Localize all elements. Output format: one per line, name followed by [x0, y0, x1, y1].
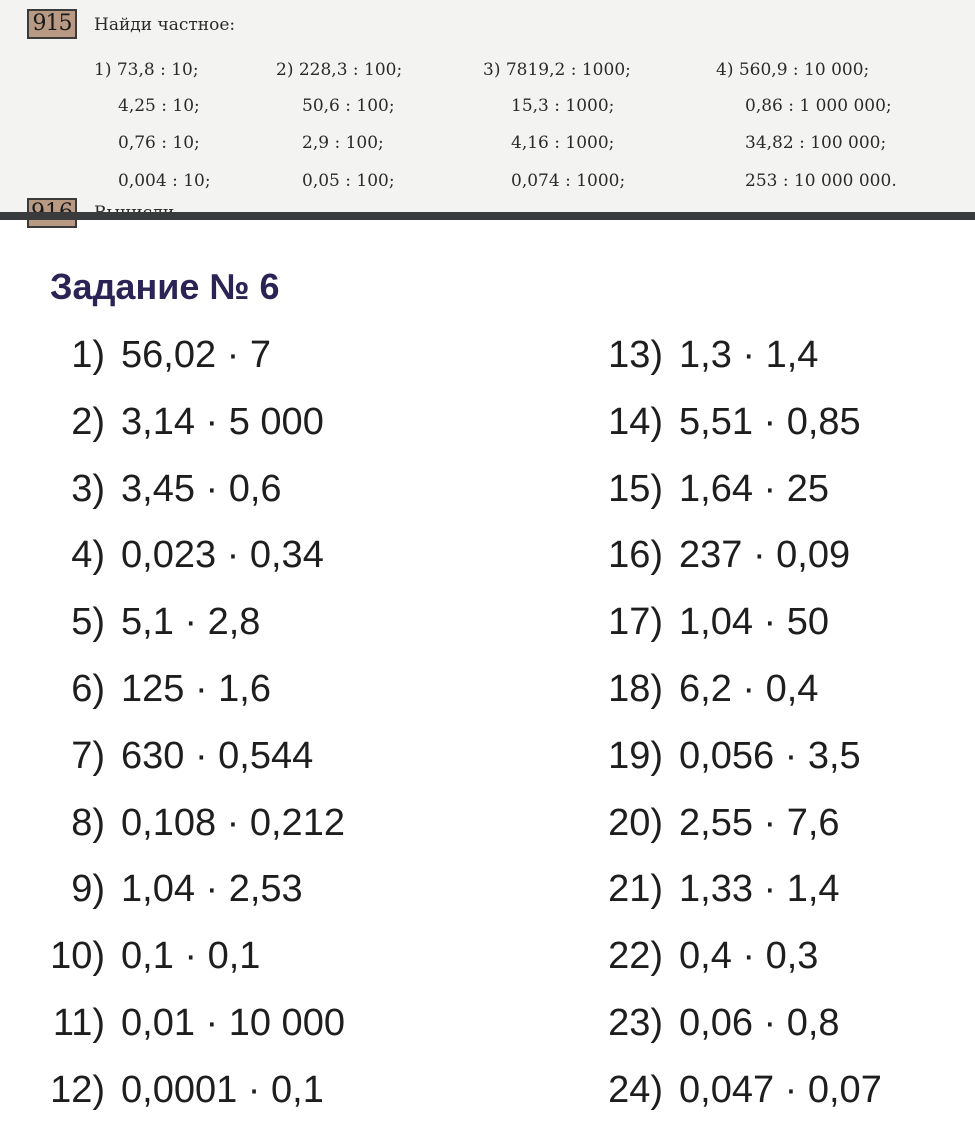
task-number: 17): [608, 601, 663, 643]
task-number: 24): [608, 1069, 663, 1111]
task-expression: 0,047 · 0,07: [679, 1069, 882, 1111]
exercise-number-badge: 915: [27, 9, 77, 39]
task-expression: 0,01 · 10 000: [121, 1002, 345, 1044]
task-expression: 5,51 · 0,85: [679, 401, 861, 443]
task-expression: 630 · 0,544: [121, 735, 314, 777]
task-expression: 56,02 · 7: [121, 334, 271, 376]
task-expression: 3,45 · 0,6: [121, 468, 282, 510]
task-number: 2): [71, 401, 105, 443]
task-number: 18): [608, 668, 663, 710]
task-number: 10): [50, 935, 105, 977]
quotient-item: 34,82 : 100 000;: [745, 133, 887, 153]
task-expression: 0,056 · 3,5: [679, 735, 861, 777]
task-expression: 1,04 · 50: [679, 601, 829, 643]
task-number: 4): [71, 534, 105, 576]
task-number: 16): [608, 534, 663, 576]
task-number: 1): [71, 334, 105, 376]
task-expression: 0,1 · 0,1: [121, 935, 261, 977]
quotient-item: 0,86 : 1 000 000;: [745, 96, 892, 116]
task-item: [0, 999, 840, 1047]
task-expression: 0,4 · 0,3: [679, 935, 819, 977]
task-expression: 0,06 · 0,8: [679, 1002, 840, 1044]
task-expression: 0,0001 · 0,1: [121, 1069, 324, 1111]
task-number: 13): [608, 334, 663, 376]
quotient-item: 2) 228,3 : 100;: [276, 60, 403, 80]
task-number: 14): [608, 401, 663, 443]
task-item: [0, 665, 818, 713]
task-item: [0, 732, 861, 780]
task-expression: 1,64 · 25: [679, 468, 829, 510]
task-number: 6): [71, 668, 105, 710]
quotient-item: 1) 73,8 : 10;: [94, 60, 199, 80]
task-number: 3): [71, 468, 105, 510]
task-expression: 6,2 · 0,4: [679, 668, 819, 710]
task-number: 5): [71, 601, 105, 643]
task-expression: 1,04 · 2,53: [121, 868, 303, 910]
task-expression: 1,33 · 1,4: [679, 868, 840, 910]
task-number: 23): [608, 1002, 663, 1044]
task-number: 19): [608, 735, 663, 777]
task-expression: 1,3 · 1,4: [679, 334, 819, 376]
task-item: [0, 865, 840, 913]
quotient-item: 15,3 : 1000;: [511, 96, 615, 116]
task-item: [0, 398, 861, 446]
task-expression: 2,55 · 7,6: [679, 802, 840, 844]
task-number: 22): [608, 935, 663, 977]
task-number: 15): [608, 468, 663, 510]
task-expression: 5,1 · 2,8: [121, 601, 261, 643]
task-item: [0, 598, 829, 646]
quotient-item: 253 : 10 000 000.: [745, 171, 897, 191]
task-item: [0, 331, 818, 379]
quotient-item: 2,9 : 100;: [302, 133, 384, 153]
quotient-item: 4,25 : 10;: [118, 96, 200, 116]
quotient-item: 0,004 : 10;: [118, 171, 211, 191]
task-item: [0, 799, 840, 847]
task-number: 20): [608, 802, 663, 844]
task-expression: 237 · 0,09: [679, 534, 851, 576]
quotient-item: 3) 7819,2 : 1000;: [483, 60, 631, 80]
task-number: 12): [50, 1069, 105, 1111]
task-number: 7): [71, 735, 105, 777]
section-divider: [0, 212, 975, 220]
quotient-item: 0,76 : 10;: [118, 133, 200, 153]
exercise-915-scan: [0, 0, 975, 212]
task-title: Задание № 6: [50, 266, 280, 307]
quotient-item: 50,6 : 100;: [302, 96, 395, 116]
quotient-item: 0,05 : 100;: [302, 171, 395, 191]
task-item: [0, 465, 829, 513]
task-expression: 125 · 1,6: [121, 668, 271, 710]
exercise-instruction: Найди частное:: [94, 15, 236, 35]
task-number: 21): [608, 868, 663, 910]
task-number: 9): [71, 868, 105, 910]
task-number: 8): [71, 802, 105, 844]
task-expression: 0,023 · 0,34: [121, 534, 324, 576]
quotient-item: 0,074 : 1000;: [511, 171, 626, 191]
task-item: [0, 932, 818, 980]
task-item: [0, 531, 850, 579]
task-number: 11): [52, 1002, 105, 1044]
quotient-item: 4,16 : 1000;: [511, 133, 615, 153]
task-expression: 0,108 · 0,212: [121, 802, 345, 844]
task-expression: 3,14 · 5 000: [121, 401, 324, 443]
task-item: [0, 1066, 882, 1114]
quotient-item: 4) 560,9 : 10 000;: [716, 60, 870, 80]
